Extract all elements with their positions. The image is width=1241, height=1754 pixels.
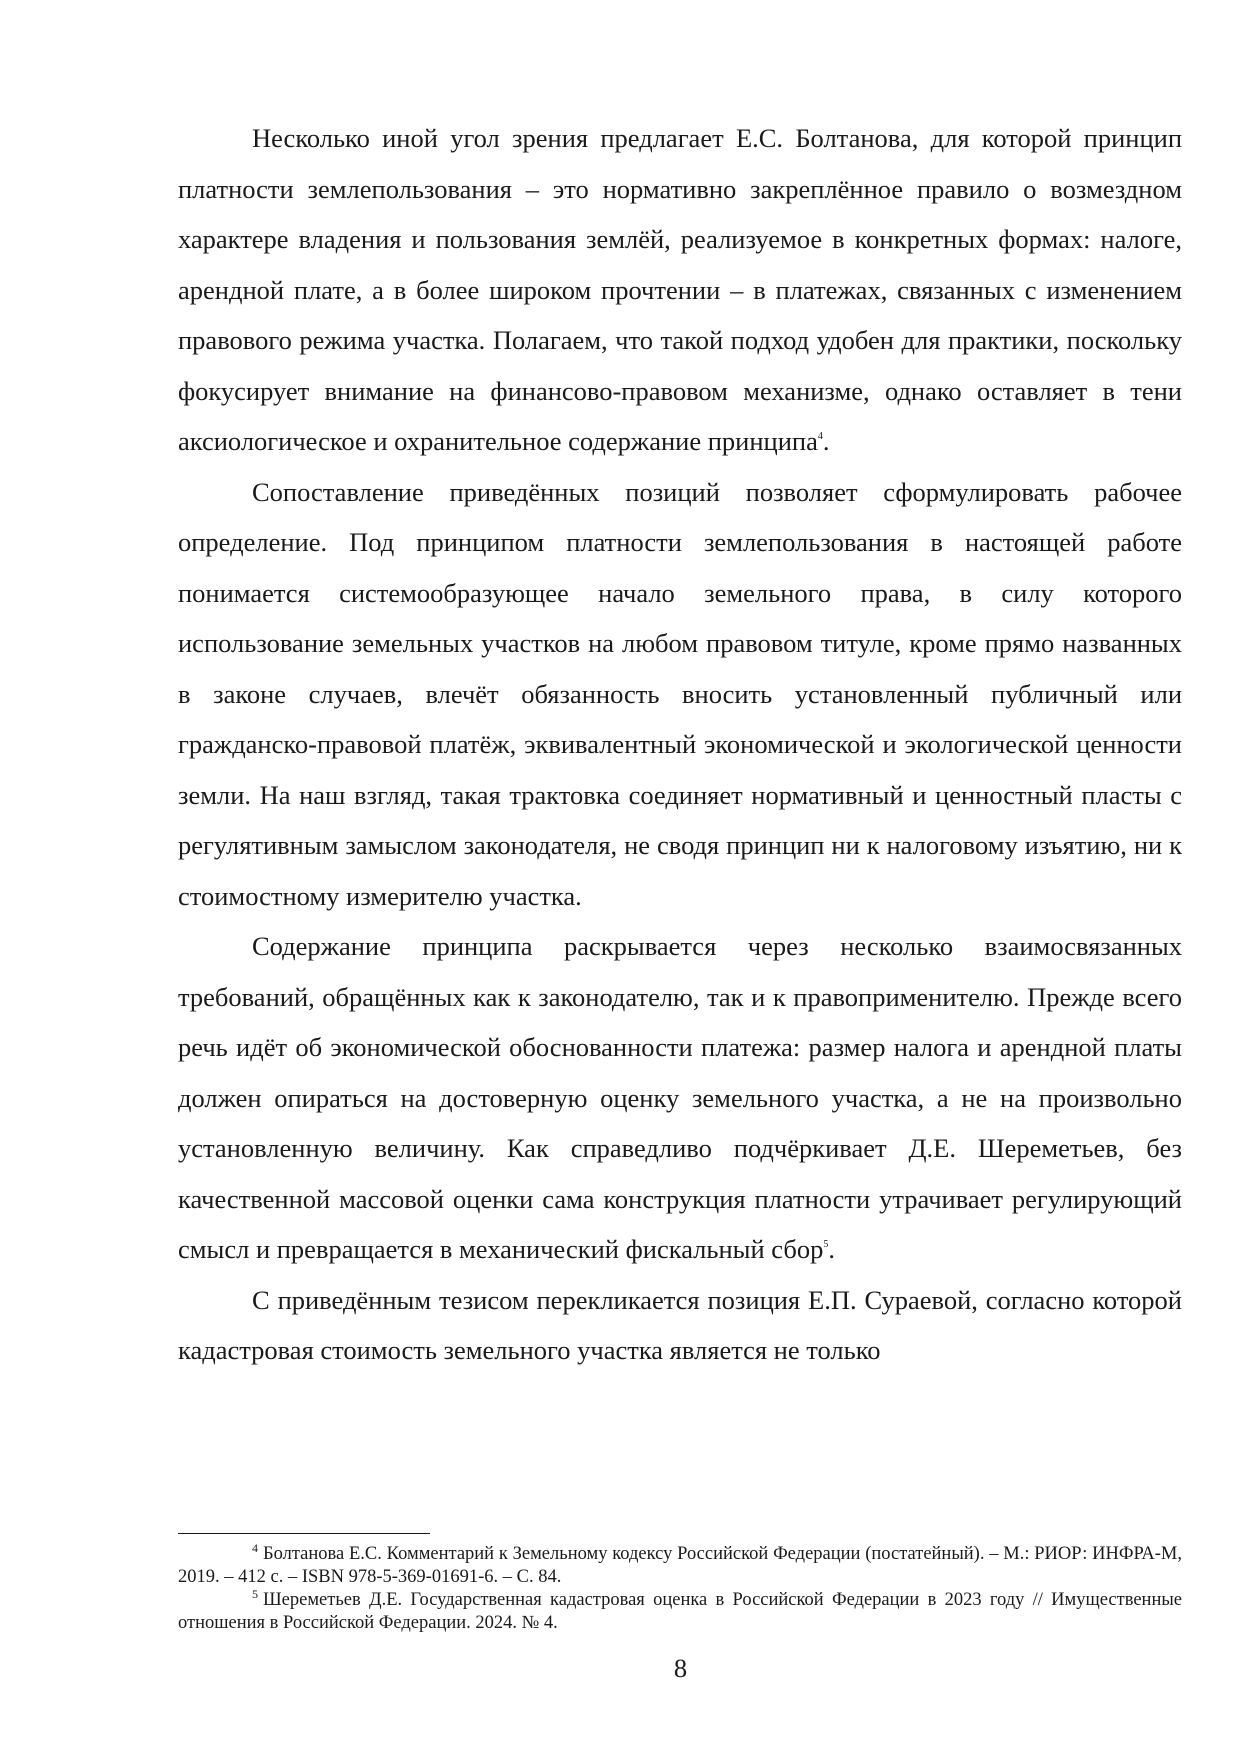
footnote-number: 4 (252, 1541, 258, 1555)
paragraph-3 (178, 921, 1182, 1275)
paragraph-2 (178, 467, 1182, 922)
footnote-number: 5 (252, 1587, 258, 1601)
paragraph-4 (178, 1275, 1182, 1376)
body-text (178, 113, 1182, 1376)
footnote-text: Шереметьев Д.Е. Государственная кадастровая оценка в Российской Федерации в 2023 году // Имущественные отношения в Российской Федерации. 2024. № 4. (178, 1590, 1182, 1633)
page-number: 8 (673, 1653, 688, 1683)
paragraph-text: Содержание принципа раскрывается через несколько взаимосвязанных требований, обращённых как к законодателю, так и к правоприменителю. Прежде всего речь идёт об экономической обоснованности платежа: размер налога и арендной платы должен опираться на достоверную оценку земельного участка, а не на произвольно установленную величину. Как справедливо подчёркивает Д.Е. Шереметьев, без качественной массовой оценки сама конструкция платности утрачивает регулирующий смысл и превращается в механический фискальный сбор (178, 931, 1182, 1264)
paragraph-1 (178, 113, 1182, 467)
paragraph-text: Сопоставление приведённых позиций позволяет сформулировать рабочее определение. Под принципом платности землепользования в настоящей работе понимается системообразующее начало земельного права, в силу которого использование земельных участков на любом правовом титуле, кроме прямо названных в законе случаев, влечёт обязанность вносить установленный публичный или гражданско-правовой платёж, эквивалентный экономической и экологической ценности земли. На наш взгляд, такая трактовка соединяет нормативный и ценностный пласты с регулятивным замыслом законодателя, не сводя принцип ни к налоговому изъятию, ни к стоимостному измерителю участка. (178, 476, 1182, 911)
paragraph-end: . (822, 426, 830, 456)
footnote-4 (178, 1543, 1182, 1589)
footnote-5 (178, 1589, 1182, 1635)
footnote-reference-5[interactable]: 5 (823, 1239, 829, 1250)
footnotes (178, 1543, 1182, 1635)
paragraph-end: . (828, 1234, 835, 1264)
footnote-separator (178, 1533, 430, 1534)
footnote-text: Болтанова Е.С. Комментарий к Земельному кодексу Российской Федерации (постатейный). – М.: РИОР: ИНФРА-М, 2019. – 412 с. – ISBN 978-5-369-01691-6. – С. 84. (178, 1544, 1182, 1587)
paragraph-text: С приведённым тезисом перекликается позиция Е.П. Сураевой, согласно которой кадастровая стоимость земельного участка является не только (178, 1284, 1182, 1365)
footnote-reference-4[interactable]: 4 (817, 431, 823, 442)
paragraph-text: Несколько иной угол зрения предлагает Е.С. Болтанова, для которой принцип платности землепользования – это нормативно закреплённое правило о возмездном характере владения и пользования землёй, реализуемое в конкретных формах: налоге, арендной плате, а в более широком прочтении – в платежах, связанных с изменением правового режима участка. Полагаем, что такой подход удобен для практики, поскольку фокусирует внимание на финансово-правовом механизме, однако оставляет в тени аксиологическое и охранительное содержание принципа (178, 123, 1182, 456)
